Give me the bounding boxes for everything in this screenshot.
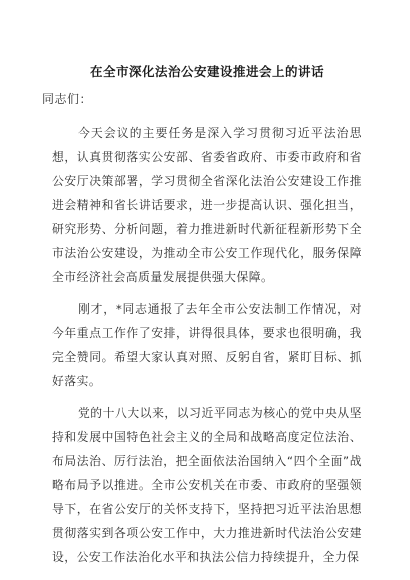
salutation: 同志们： — [42, 92, 93, 106]
document-title: 在全市深化法治公安建设推进会上的讲话 — [89, 64, 324, 79]
paragraph-3: 党的十八大以来，以习近平同志为核心的党中央从坚持和发展中国特色社会主义的全局和战略高度定位法治、布局法治、厉行法治，把全面依法治国纳入“四个全面”战略布局予以推进。全市公安机关在市委、市政府的坚强领导下，在省公安厅的关怀支持下，坚持把习近平法治思想贯彻落实到各项公安工作中，大力推进新时代法治公安建设，公安工作法治化水平和执法公信力持续提升，全力保 — [52, 406, 362, 564]
paragraph-2: 刚才，*同志通报了去年全市公安法制工作情况，对今年重点工作作了安排，讲得很具体，要求也很明确，我完全赞同。希望大家认真对照、反躬自省，紧盯目标、抓好落实。 — [52, 302, 362, 388]
paragraph-1: 今天会议的主要任务是深入学习贯彻习近平法治思想，认真贯彻落实公安部、省委省政府、市委市政府和省公安厅决策部署，学习贯彻全省深化法治公安建设工作推进会精神和省长讲话要求，进一步提高认识、强化担当，研究形势、分析问题，着力推进新时代新征程新形势下全市法治公安建设，为推动全市公安工作现代化，服务保障全市经济社会高质量发展提供强大保障。 — [52, 126, 362, 284]
